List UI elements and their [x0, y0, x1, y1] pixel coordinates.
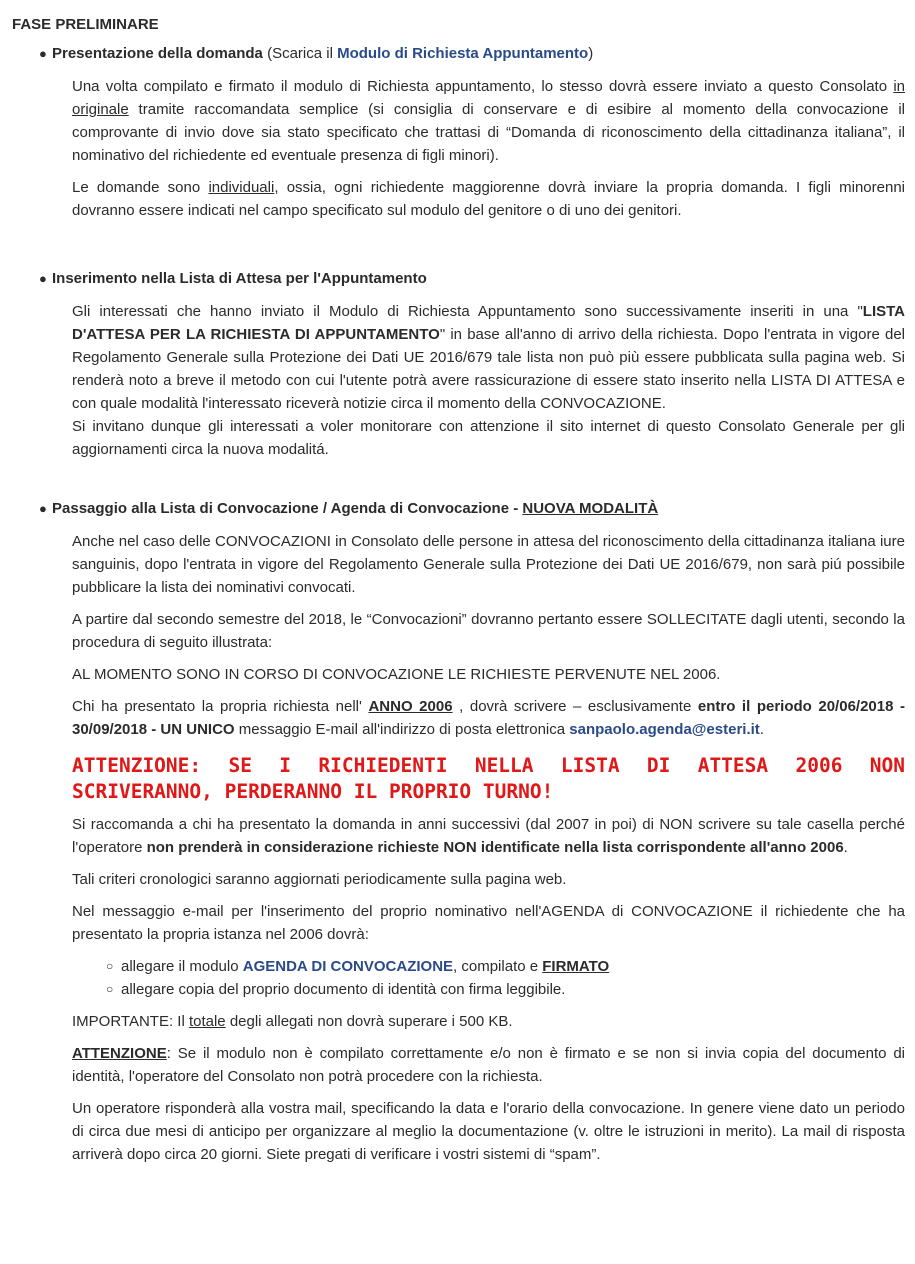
paragraph: Si invitano dunque gli interessati a voler monitorare con attenzione il sito internet di questo Consolato Generale per gli aggiornamenti circa la nuova modalitá. — [72, 418, 905, 458]
paragraph: Si raccomanda a chi ha presentato la domanda in anni successivi (dal 2007 in poi) di NON scrivere su tale casella perché l'operatore non prenderà in considerazione richieste NON identificate nella lista corrispondente all'anno 2006. — [72, 816, 905, 856]
attachment-list — [72, 955, 905, 1001]
paragraph: Le domande sono individuali, ossia, ogni richiedente maggiorenne dovrà inviare la propria domanda. I figli minorenni dovranno essere indicati nel campo specificato sul modulo del genitore o di uno dei genitori. — [72, 179, 905, 219]
warning-text: ATTENZIONE: SE I RICHIEDENTI NELLA LISTA DI ATTESA 2006 NON SCRIVERANNO, PERDERANNO IL PROPRIO TURNO! — [72, 754, 905, 803]
page-heading: FASE PRELIMINARE — [12, 16, 159, 33]
section-title: ● Inserimento nella Lista di Attesa per l'Appuntamento — [12, 267, 905, 290]
section-convocazione — [12, 497, 905, 1166]
list-item: ○ allegare copia del proprio documento di identità con firma leggibile. — [106, 978, 905, 1001]
section-title: ● Presentazione della domanda (Scarica il Modulo di Richiesta Appuntamento) — [12, 42, 905, 65]
bullet-icon: ● — [39, 501, 47, 516]
paragraph: Una volta compilato e firmato il modulo di Richiesta appuntamento, lo stesso dovrà essere inviato a questo Consolato in originale tramite raccomandata semplice (si consiglia di conservare e di esibire al momento della convocazione il comprovante di invio dove sia stato specificato che trattasi di “Domanda di riconoscimento della cittadinanza italiana”, il nominativo del richiedente ed eventuale presenza di figli minori). — [72, 78, 905, 164]
modulo-richiesta-link[interactable]: Modulo di Richiesta Appuntamento — [337, 45, 589, 62]
paragraph: AL MOMENTO SONO IN CORSO DI CONVOCAZIONE LE RICHIESTE PERVENUTE NEL 2006. — [72, 666, 721, 683]
section-lista-attesa — [12, 267, 905, 461]
circle-bullet-icon: ○ — [106, 959, 114, 973]
paragraph: Tali criteri cronologici saranno aggiornati periodicamente sulla pagina web. — [72, 871, 567, 888]
paragraph: Nel messaggio e-mail per l'inserimento del proprio nominativo nell'AGENDA di CONVOCAZIONE il richiedente che ha presentato la propria istanza nel 2006 dovrà: — [72, 903, 905, 943]
email-link[interactable]: sanpaolo.agenda@esteri.it — [569, 721, 760, 738]
bullet-icon: ● — [39, 271, 47, 286]
paragraph: Chi ha presentato la propria richiesta nell' ANNO 2006 , dovrà scrivere – esclusivamente entro il periodo 20/06/2018 - 30/09/2018 - UN UNICO messaggio E-mail all'indirizzo di posta elettronica sanpaolo.agenda@esteri.it. — [72, 698, 906, 738]
circle-bullet-icon: ○ — [106, 982, 114, 996]
agenda-convocazione-link[interactable]: AGENDA DI CONVOCAZIONE — [242, 958, 454, 975]
paragraph: Anche nel caso delle CONVOCAZIONI in Consolato delle persone in attesa del riconoscimento della cittadinanza italiana iure sanguinis, dopo l'entrata in vigore del Regolamento Generale sulla Protezione dei Dati UE 2016/679, non sarà piú possibile pubblicare la lista dei nominativi convocati. — [72, 533, 905, 596]
section-title: ● Passaggio alla Lista di Convocazione / Agenda di Convocazione - NUOVA MODALITÀ — [12, 497, 905, 520]
paragraph: Un operatore risponderà alla vostra mail, specificando la data e l'orario della convocazione. In genere viene dato un periodo di circa due mesi di anticipo per organizzare al meglio la documentazione (v. oltre le istruzioni in merito). La mail di risposta arriverà dopo circa 20 giorni. Siete pregati di verificare i vostri sistemi di “spam”. — [72, 1100, 905, 1163]
list-item: ○ allegare il modulo AGENDA DI CONVOCAZIONE, compilato e FIRMATO — [106, 955, 905, 978]
paragraph: IMPORTANTE: Il totale degli allegati non dovrà superare i 500 KB. — [72, 1013, 513, 1030]
paragraph: Gli interessati che hanno inviato il Modulo di Richiesta Appuntamento sono successivamente inseriti in una "LISTA D'ATTESA PER LA RICHIESTA DI APPUNTAMENTO" in base all'anno di arrivo della richiesta. Dopo l'entrata in vigore del Regolamento Generale sulla Protezione dei Dati UE 2016/679 tale lista non può più essere pubblicata sulla pagina web. Si renderà noto a breve il metodo con cui l'utente potrà avere rassicurazione di essere stato inserito nella LISTA DI ATTESA e con quale modalità l'interessato riceverà notizie circa il momento della CONVOCAZIONE. — [72, 303, 905, 412]
paragraph: A partire dal secondo semestre del 2018, le “Convocazioni” dovranno pertanto essere SOLLECITATE dagli utenti, secondo la procedura di seguito illustrata: — [72, 611, 905, 651]
section-presentazione — [12, 42, 905, 222]
paragraph: ATTENZIONE: Se il modulo non è compilato correttamente e/o non è firmato e se non si invia copia del documento di identità, l'operatore del Consolato non potrà procedere con la richiesta. — [72, 1045, 905, 1085]
bullet-icon: ● — [39, 46, 47, 61]
